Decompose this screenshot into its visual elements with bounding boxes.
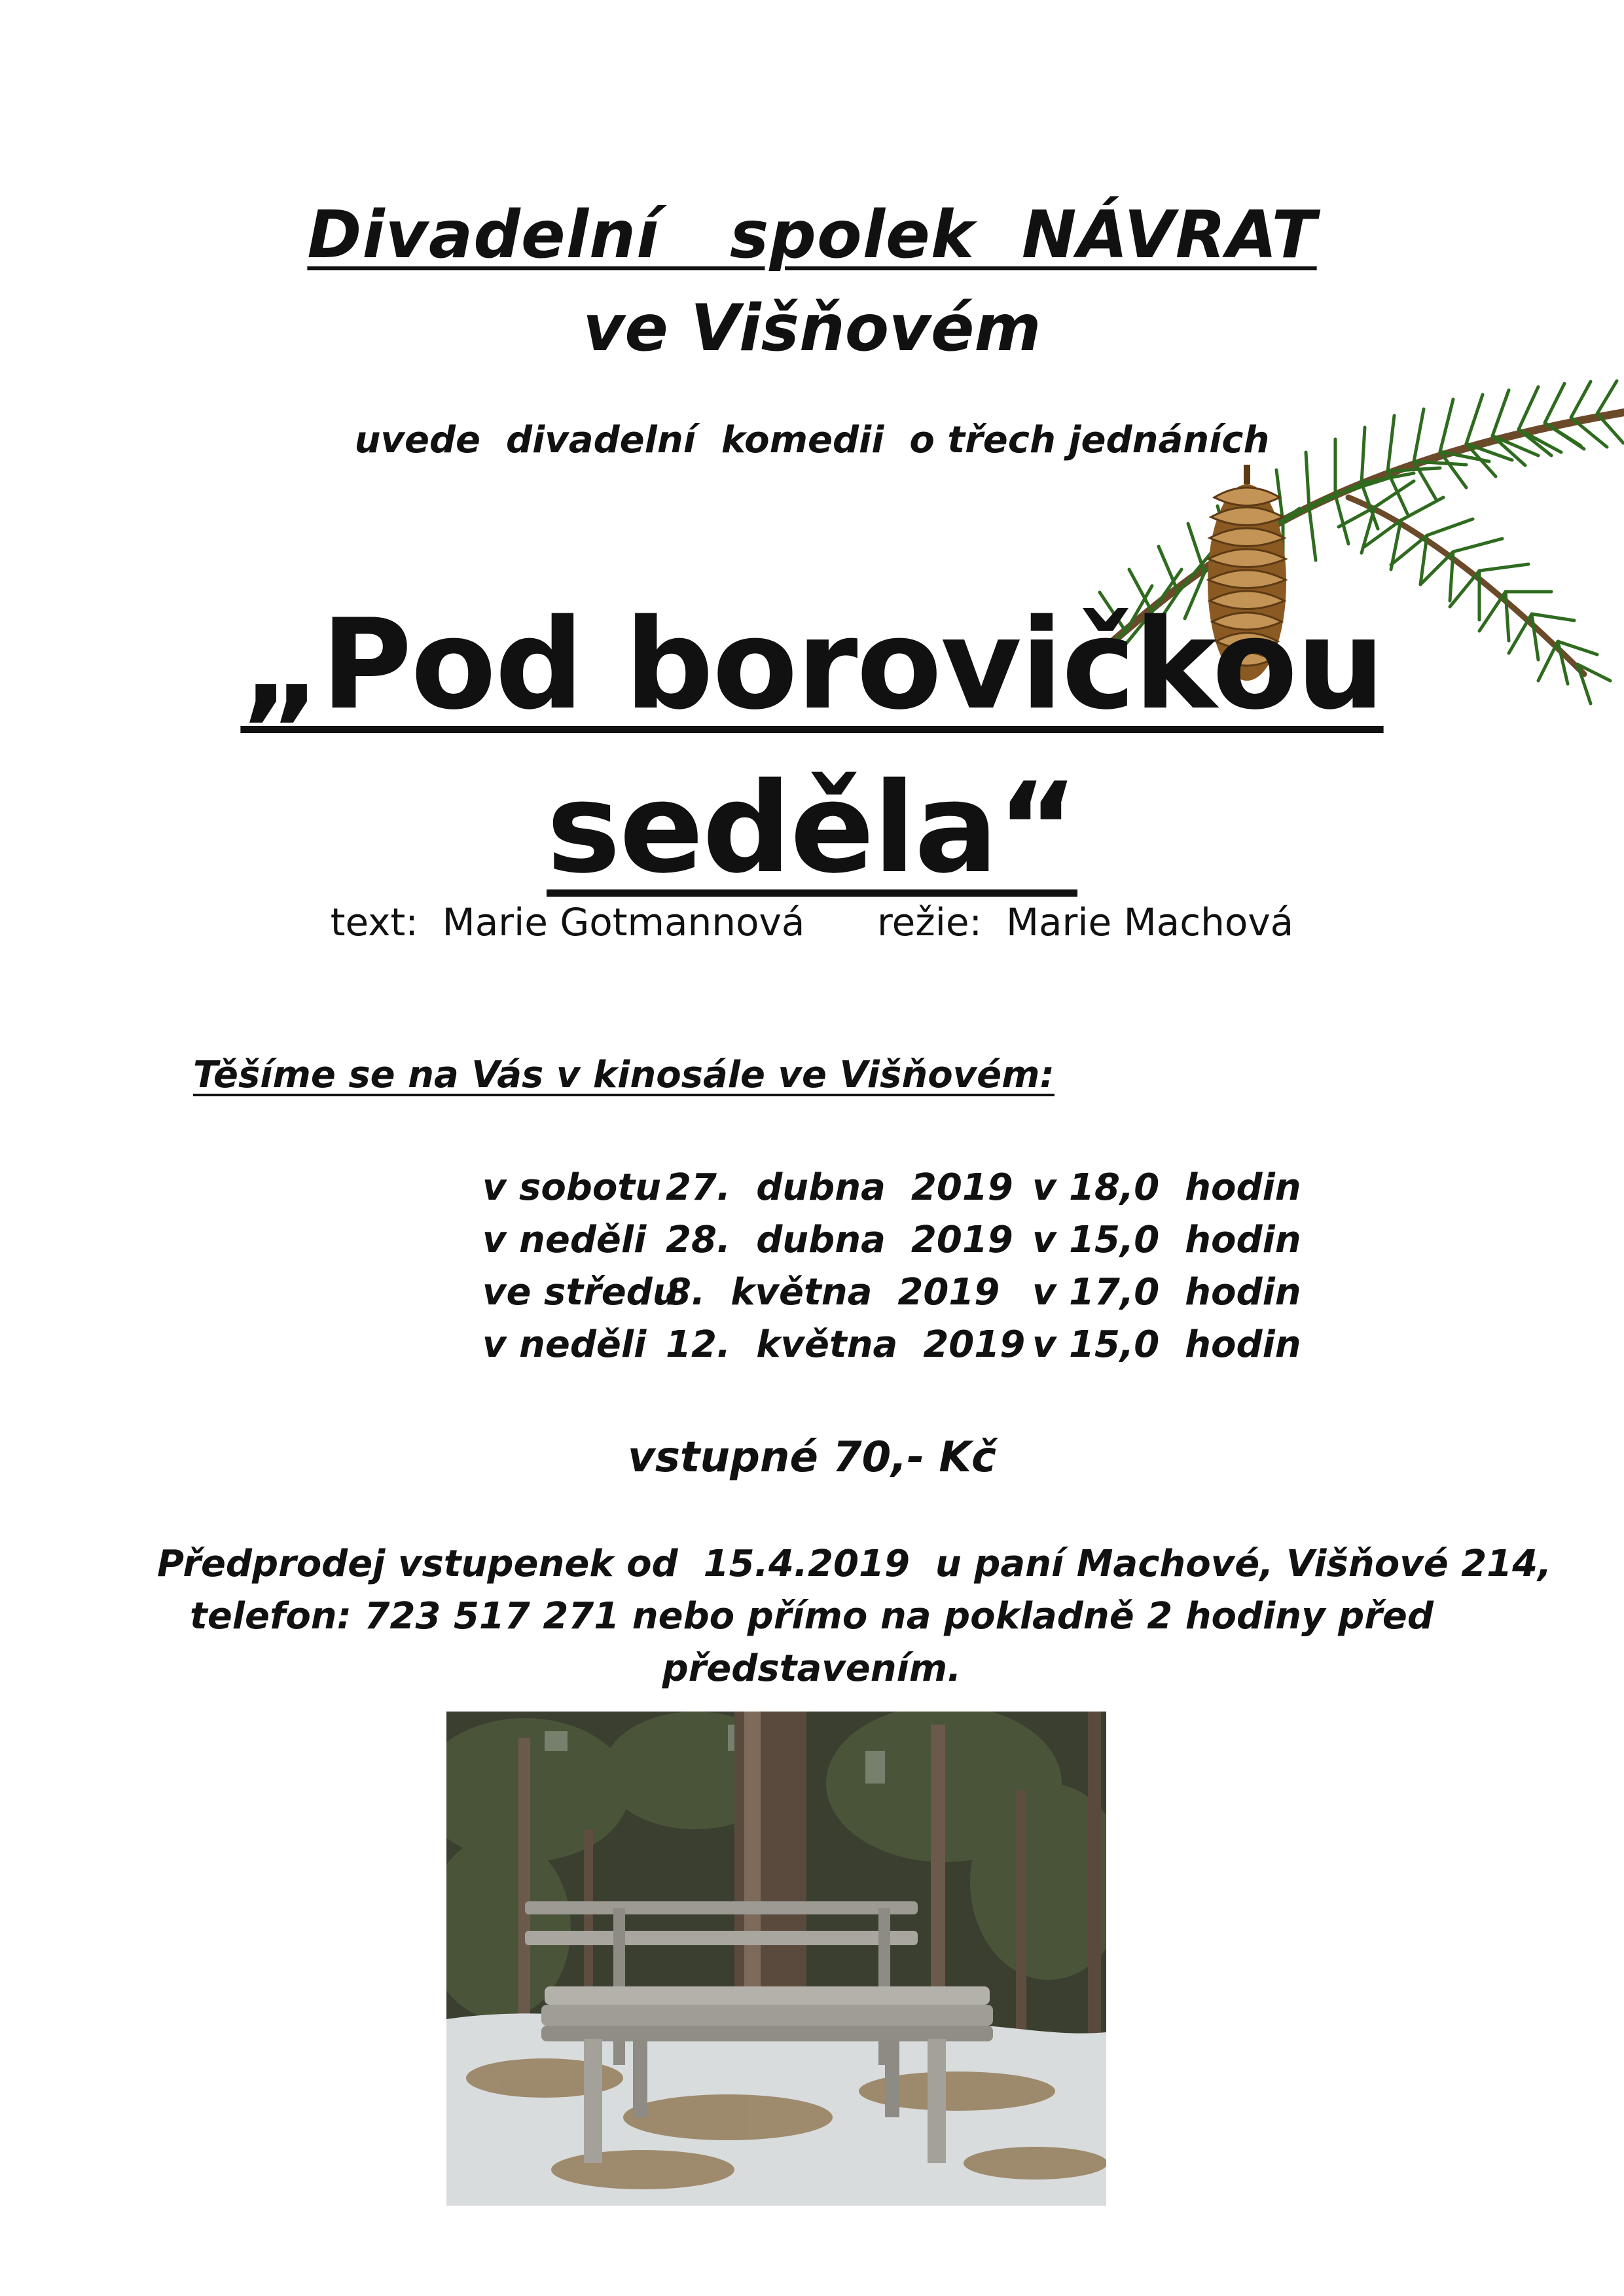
play-title-line-1 — [0, 592, 1624, 737]
schedule-day: v neděli — [482, 1323, 647, 1366]
presale-line-3: představením. — [662, 1647, 962, 1690]
performance-schedule — [482, 1162, 1307, 1371]
schedule-row — [482, 1162, 1307, 1214]
credits: text: Marie Gotmannová režie: Marie Machová — [330, 900, 1294, 944]
invitation-heading: Těšíme se na Vás v kinosále ve Višňovém: — [193, 1054, 1055, 1096]
schedule-time: v 15,0 hodin — [1032, 1323, 1301, 1366]
organization-place: ve Višňovém — [583, 291, 1041, 366]
schedule-date: 28. dubna 2019 — [666, 1219, 1013, 1261]
presale-info — [157, 1538, 1552, 1695]
schedule-time: v 17,0 hodin — [1032, 1271, 1301, 1314]
presale-line-2: telefon: 723 517 271 nebo přímo na pokladně 2 hodiny před — [190, 1595, 1434, 1638]
schedule-row — [482, 1214, 1307, 1266]
schedule-day: ve středu — [482, 1271, 679, 1314]
play-title-line-2 — [0, 756, 1624, 901]
schedule-time: v 15,0 hodin — [1032, 1219, 1301, 1261]
schedule-row — [482, 1266, 1307, 1319]
admission-price: vstupné 70,- Kč — [628, 1433, 996, 1482]
schedule-date: 12. května 2019 — [666, 1323, 1026, 1366]
presale-line-1: Předprodej vstupenek od 15.4.2019 u paní Machové, Višňové 214, — [157, 1543, 1552, 1585]
play-title-line-1-text: „Pod borovičkou — [240, 592, 1384, 737]
schedule-date: 27. dubna 2019 — [666, 1166, 1013, 1209]
bench-photo — [446, 1712, 1106, 2206]
organization-name — [0, 196, 1624, 273]
schedule-day: v sobotu — [482, 1166, 661, 1209]
schedule-day: v neděli — [482, 1219, 647, 1261]
schedule-row — [482, 1319, 1307, 1371]
schedule-time: v 18,0 hodin — [1032, 1166, 1301, 1209]
organization-name-text: Divadelní spolek NÁVRAT — [307, 196, 1317, 273]
play-intro: uvede divadelní komedii o třech jednáních — [354, 419, 1270, 461]
schedule-date: 8. května 2019 — [666, 1271, 1000, 1314]
play-title-line-2-text: seděla“ — [546, 756, 1078, 901]
